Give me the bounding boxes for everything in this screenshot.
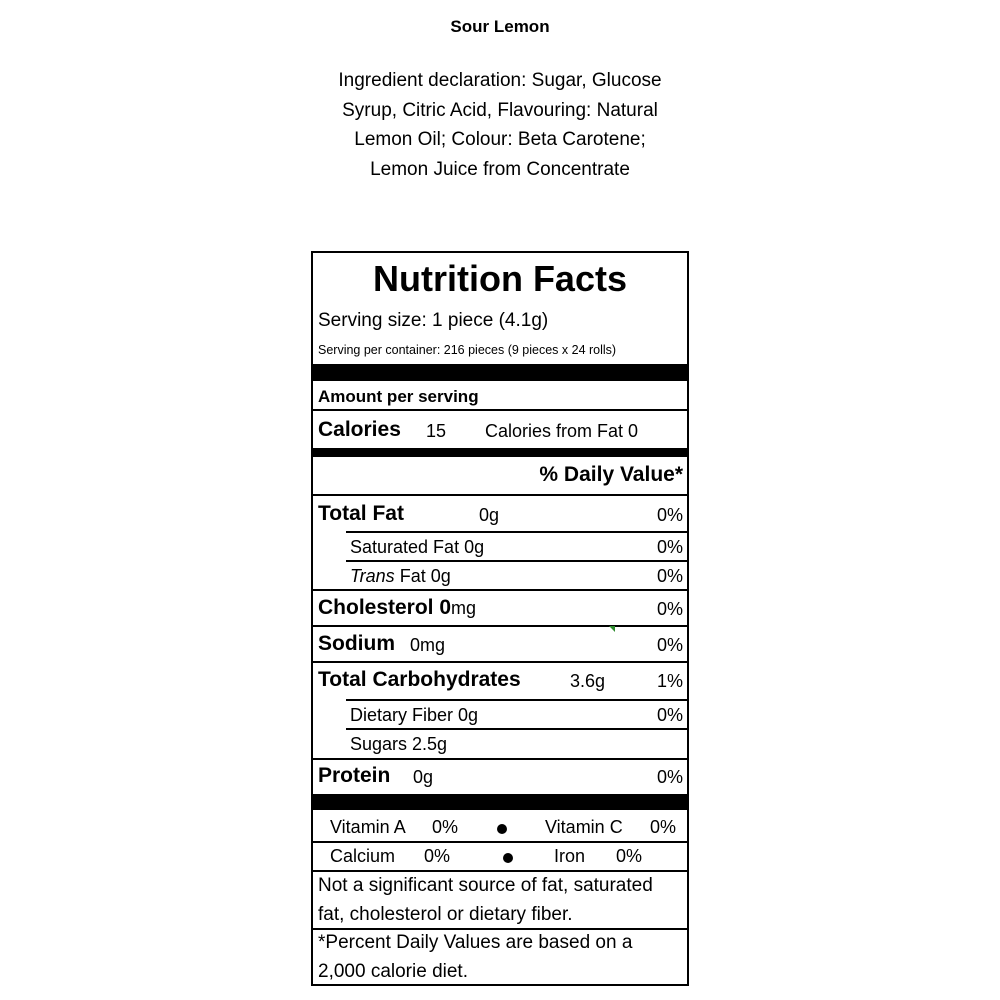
total-fat-label: Total Fat <box>318 502 404 525</box>
ingredient-line: Syrup, Citric Acid, Flavouring: Natural <box>342 99 658 121</box>
sodium-amount: 0mg <box>410 635 446 655</box>
serving-size: Serving size: 1 piece (4.1g) <box>318 310 549 331</box>
trans-fat-label <box>350 566 451 587</box>
footnote-line: fat, cholesterol or dietary fiber. <box>318 904 573 925</box>
medium-divider <box>313 448 687 457</box>
divider <box>313 758 687 760</box>
sugars-label: Sugars 2.5g <box>350 734 448 754</box>
ingredient-declaration <box>310 66 690 184</box>
ingredient-line: Ingredient declaration: Sugar, Glucose <box>338 70 662 91</box>
vitamin-a-value: 0% <box>432 817 459 837</box>
vitamin-a-label: Vitamin A <box>330 817 406 837</box>
nutrition-facts-title: Nutrition Facts <box>372 258 627 299</box>
protein-dv: 0% <box>656 767 683 787</box>
divider <box>313 928 687 930</box>
cholesterol-dv: 0% <box>656 599 683 619</box>
bullet-icon <box>497 824 507 834</box>
divider <box>346 531 687 533</box>
dietary-fiber-label: Dietary Fiber 0g <box>350 705 479 725</box>
ingredient-line: Lemon Oil; Colour: Beta Carotene; <box>354 129 646 150</box>
total-carbs-label: Total Carbohydrates <box>318 668 521 691</box>
servings-per-container: Serving per container: 216 pieces (9 pieces x 24 rolls) <box>318 343 617 357</box>
calories-value: 15 <box>426 421 447 441</box>
bullet-icon <box>503 853 513 863</box>
dietary-fiber-dv: 0% <box>656 705 683 725</box>
divider <box>346 728 687 730</box>
divider <box>313 494 687 496</box>
cholesterol-unit: mg <box>451 598 477 618</box>
divider <box>313 409 687 411</box>
saturated-fat-label: Saturated Fat 0g <box>350 537 485 557</box>
protein-amount: 0g <box>413 767 434 787</box>
green-corner-mark <box>609 626 615 632</box>
footnote-line: 2,000 calorie diet. <box>318 961 468 982</box>
iron-value: 0% <box>616 846 643 866</box>
divider <box>313 870 687 872</box>
ingredient-line: Lemon Juice from Concentrate <box>370 158 630 180</box>
calcium-label: Calcium <box>330 846 396 866</box>
divider <box>346 699 687 701</box>
saturated-fat-dv: 0% <box>656 537 683 557</box>
nutrition-facts-panel <box>311 251 689 986</box>
footnote-line: *Percent Daily Values are based on a <box>318 932 633 953</box>
divider <box>313 625 687 627</box>
thick-divider <box>313 364 687 381</box>
calcium-value: 0% <box>424 846 451 866</box>
footnote-line: Not a significant source of fat, saturated <box>318 875 653 896</box>
vitamin-c-value: 0% <box>650 817 677 837</box>
divider <box>313 661 687 663</box>
calories-from-fat: Calories from Fat 0 <box>485 421 639 441</box>
total-fat-amount: 0g <box>479 505 500 525</box>
thick-divider <box>313 794 687 810</box>
divider <box>313 841 687 843</box>
iron-label: Iron <box>554 846 586 866</box>
vitamin-c-label: Vitamin C <box>545 817 623 837</box>
trans-italic: Trans <box>350 566 395 586</box>
trans-fat-dv: 0% <box>656 566 683 586</box>
cholesterol-label <box>318 596 476 620</box>
protein-label: Protein <box>318 764 391 787</box>
cholesterol-text: Cholesterol 0 <box>318 596 452 619</box>
sodium-label: Sodium <box>318 632 395 655</box>
calories-label: Calories <box>318 418 401 441</box>
total-fat-dv: 0% <box>656 505 683 525</box>
sodium-dv: 0% <box>656 635 683 655</box>
total-carbs-amount: 3.6g <box>570 671 606 691</box>
daily-value-header: % Daily Value* <box>539 463 683 486</box>
divider <box>313 589 687 591</box>
total-carbs-dv: 1% <box>656 671 683 691</box>
divider <box>346 560 687 562</box>
product-title: Sour Lemon <box>450 17 550 36</box>
trans-fat-rest: Fat 0g <box>399 566 451 586</box>
amount-per-serving: Amount per serving <box>318 387 479 406</box>
